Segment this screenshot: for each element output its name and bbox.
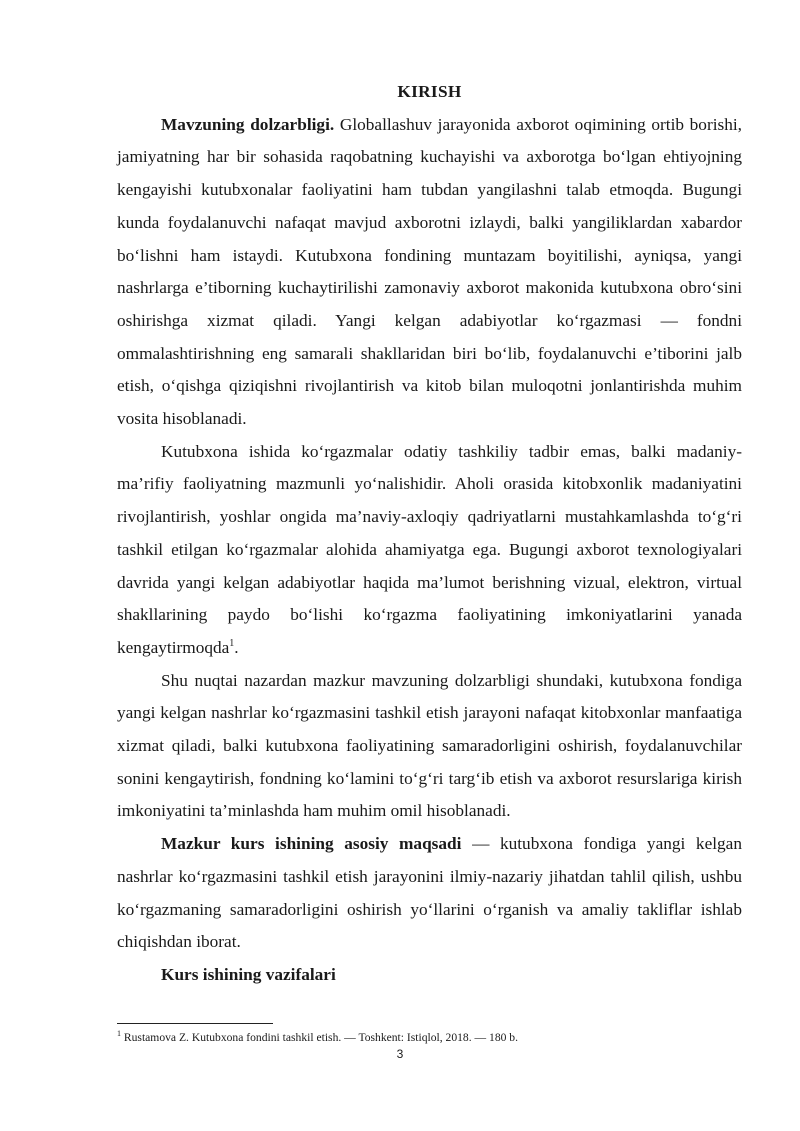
tasks-heading: Kurs ishining vazifalari (161, 964, 336, 984)
paragraph-lead: Mavzuning dolzarbligi. (161, 114, 335, 134)
paragraph-exhibitions (117, 436, 742, 665)
footnote-reference[interactable]: 1 (229, 638, 235, 650)
paragraph-text: — kutubxona fondiga yangi kelgan nashrlar ko‘rgazmasini tashkil etish jarayonini ilmiy-nazariy jihatdan tahlil qilish, ushbu ko‘rgazmaning samaradorligini oshirish yo‘llarini o‘rganish va amaliy takliflar ishlab chiqishdan iborat. (117, 834, 742, 952)
footnote-marker: 1 (117, 1029, 121, 1039)
page-body (117, 76, 742, 992)
footnote (117, 1031, 742, 1045)
footnote-text: Rustamova Z. Kutubxona fondini tashkil etish. — Toshkent: Istiqlol, 2018. — 180 b. (121, 1031, 519, 1044)
footnote-divider (117, 1023, 273, 1024)
paragraph-end: . (234, 637, 239, 657)
paragraph-significance (117, 665, 742, 829)
paragraph-text: Kutubxona ishida ko‘rgazmalar odatiy tashkiliy tadbir emas, balki madaniy-ma’rifiy faoliyatning mazmunli yo‘nalishidir. Aholi orasida kitobxonlik madaniyatini rivojlantirish, yoshlar ongida ma’naviy-axloqiy qadriyatlarni mustahkamlashda to‘g‘ri tashkil etilgan ko‘rgazmalar alohida ahamiyatga ega. Bugungi axborot texnologiyalari davrida yangi kelgan adabiyotlar haqida ma’lumot berishning vizual, elektron, virtual shakllarining paydo bo‘lishi ko‘rgazma faoliyatining imkoniyatlarini yanada kengaytirmoqda (117, 441, 742, 657)
paragraph-goal (117, 828, 742, 959)
page-number: 3 (396, 1047, 404, 1061)
paragraph-relevance (117, 109, 742, 436)
paragraph-lead: Mazkur kurs ishining asosiy maqsadi (161, 834, 462, 854)
paragraph-text: Globallashuv jarayonida axborot oqimining ortib borishi, jamiyatning har bir sohasida raqobatning kuchayishi va axborotga bo‘lgan ehtiyojning kengayishi kutubxonalar faoliyatini ham tubdan yangilashni talab etmoqda. Bugungi kunda foydalanuvchi nafaqat mavjud axborotni izlaydi, balki yangiliklardan xabardor bo‘lishni ham istaydi. Kutubxona fondining muntazam boyitilishi, ayniqsa, yangi nashrlarga e’tiborning kuchaytirilishi zamonaviy axborot makonida kutubxona obro‘sini oshirishga xizmat qiladi. Yangi kelgan adabiyotlar ko‘rgazmasi — fondni ommalashtirishning eng samarali shakllaridan biri bo‘lib, foydalanuvchi e’tiborini jalb etish, o‘qishga qiziqishni rivojlantirish va kitob bilan muloqotni jonlantirishda muhim vosita hisoblanadi. (117, 114, 742, 429)
paragraph-text: Shu nuqtai nazardan mazkur mavzuning dolzarbligi shundaki, kutubxona fondiga yangi kelgan nashrlar ko‘rgazmasini tashkil etish jarayoni nafaqat kitobxonlar manfaatiga xizmat qiladi, balki kutubxona faoliyatining samaradorligini oshirish, foydalanuvchilar sonini kengaytirish, fondning ko‘lamini to‘g‘ri targ‘ib etish va axborot resurslariga kirish imkoniyatini ta’minlashda ham muhim omil hisoblanadi. (117, 670, 742, 821)
section-title: KIRISH (397, 82, 462, 101)
